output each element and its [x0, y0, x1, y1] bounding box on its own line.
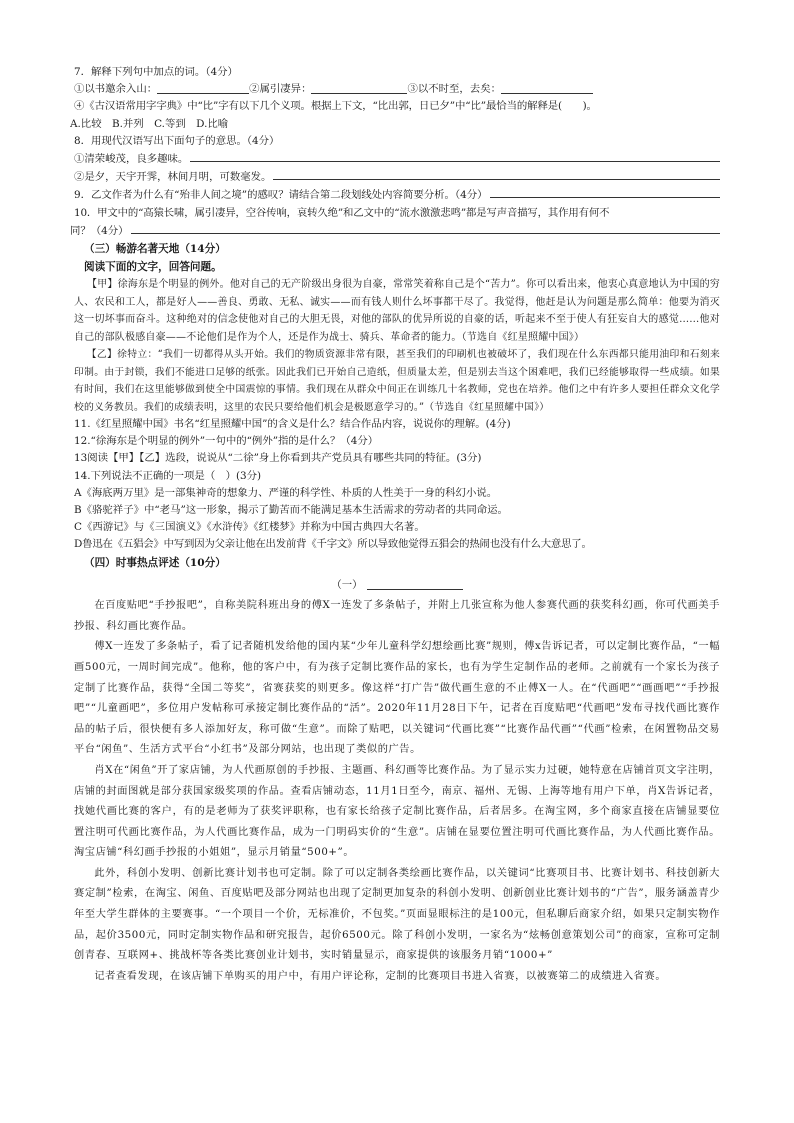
q14-option-a: A《海底两万里》是一部集神奇的想象力、严谨的科学性、朴质的人性美于一身的科幻小说。 — [74, 486, 498, 499]
article-subtitle: （一） — [331, 579, 363, 592]
answer-line[interactable] — [490, 186, 721, 198]
q8-item2-row — [74, 168, 720, 186]
q14-option-c: C《西游记》与《三国演义》《水浒传》《红楼梦》并称为中国古典四大名著。 — [74, 521, 425, 534]
answer-blank[interactable] — [157, 82, 249, 94]
q7-options: A.比较 B.并列 C.等到 D.比喻 — [70, 117, 229, 130]
q11: 11.《红星照耀中国》书名“红星照耀中国”的含义是什么？结合作品内容，说说你的理解。(4分) — [74, 418, 511, 431]
article-subtitle-row — [74, 576, 720, 594]
q7-blanks-row — [74, 81, 720, 98]
q7-title: 7．解释下列句中加点的词。（4分） — [74, 66, 238, 78]
q14: 14.下列说法不正确的一项是（ ）(3分) — [74, 469, 262, 482]
q14-option-b: B《骆驼祥子》中“老马”这一形象，揭示了勤苦而不能满足基本生活需求的劳动者的共同命运。 — [74, 504, 508, 517]
q9-row — [74, 186, 720, 204]
answer-line[interactable] — [131, 222, 720, 234]
article-paragraph: 傅X一连发了多条帖子，看了记者随机发给他的国内某“少年儿童科学幻想绘画比赛”规则，傅x告诉记者，可以定制比赛作品，“一幅画500元，一周时间完成”。他称，他的客户中，有为孩子定制比赛作品的家长，也有为学生定制作品的老师。之前就有一个家长为孩子定制了比赛作品，获得“全国二等奖”，省赛获奖的则更多。像这样“打广告”做代画生意的不止傅X一人。在“代画吧”“画画吧”“手抄报吧”“儿童画吧”，多位用户发帖称可承接定制比赛作品的“活”。2020年11月28日下午，记者在百度贴吧“代画吧”发布寻找代画比赛作品的帖子后，很快便有多人添加好友，称可做“生意”。而除了贴吧，以关键词“代画比赛”“比赛作品代画”“代画”检索，在闲置物品交易平台“闲鱼”、生活方式平台“小红书”及部分网站，也出现了类似的广告。 — [74, 641, 720, 756]
exam-page — [70, 64, 720, 987]
answer-blank[interactable] — [501, 82, 593, 94]
q7-item3: ③以不时至，去矣： — [407, 83, 501, 96]
answer-blank[interactable] — [311, 82, 407, 94]
q8-title: 8．用现代汉语写出下面句子的意思。（4分） — [74, 134, 280, 147]
q14-option-d: D鲁迅在《五猖会》中写到因为父亲让他在出发前背《千字文》所以导致他觉得五猖会的热闹也没有什么大意思了。 — [74, 538, 592, 551]
q7-item1: ①以书邀余入山： — [74, 83, 158, 96]
q8-item2: ②是夕，天宇开霁，林间月明，可数毫发。 — [74, 171, 272, 184]
article-paragraph: 此外，科创小发明、创新比赛计划书也可定制。除了可以定制各类绘画比赛作品，以关键词“比赛项目书、比赛计划书、科技创新大赛定制”检索，在淘宝、闲鱼、百度贴吧及部分网站也出现了定制更加复杂的科创小发明、创新创业比赛计划书的“广告”，服务涵盖青少年至大学生群体的主要赛事。“一个项目一个价，无标准价，不包奖。”页面显眼标注的是100元，但私聊后商家介绍，如果只定制实物作品，起价3500元，同时定制实物作品和研究报告，起价6500元。除了科创小发明，一家名为“炫畅创意策划公司”的商家，宣称可定制创青春、互联网+、挑战杯等各类比赛创业计划书，实时销量显示，商家提供的该服务月销“1000+” — [74, 867, 720, 962]
q12: 12.“徐海东是个明显的例外”一句中的“例外”指的是什么？（4分） — [74, 435, 379, 448]
q8-item1: ①清荣峻茂，良多趣味。 — [74, 153, 189, 166]
q10-row — [70, 222, 720, 240]
title-blank[interactable] — [367, 578, 463, 590]
article-paragraph: 在百度贴吧“手抄报吧”，自称美院科班出身的傅X一连发了多条帖子，并附上几张宣称为他人参赛代画的获奖科幻画，你可代画美手抄报、科幻画比赛作品。 — [74, 600, 720, 632]
section3-heading: （三）畅游名著天地（14分） — [84, 243, 226, 256]
q7-item4: ④《古汉语常用字字典》中“比”字有以下几个义项。根据上下文，“比出郭，日已夕”中“比”最恰当的解释是( )。 — [74, 100, 597, 113]
passage-a: 【甲】徐海东是个明显的例外。他对自己的无产阶级出身很为自豪，常常笑着称自己是个“苦力”。你可以看出来，他衷心真意地认为中国的穷人、农民和工人，都是好人——善良、勇敢、无私、诚实——而有钱人则什么坏事都干尽了。我觉得，他赶是认为问题是那么简单：他要为消灭这一切坏事而奋斗。这种绝对的信念使他对自己的大胆无畏，对他的部队的优异所说的自豪的话，听起来不至于使人有狂妄自大的感觉……他对自己的部队极感自豪——不论他们是作为个人，还是作为战士、骑兵、革命者的能力。（节选自《红星照耀中国》） — [74, 279, 720, 343]
q10-line2: 同？（4分） — [70, 224, 129, 237]
section4-heading: （四）时事热点评述（10分） — [84, 556, 226, 569]
q13: 13阅读【甲】【乙】选段，说说从“二徐”身上你看到共产党员具有哪些共同的特征。(3分) — [74, 452, 482, 465]
article-paragraph: 记者查看发现，在该店铺下单购买的用户中，有用户评论称，定制的比赛项目书进入省赛，以被赛第二的成绩进入省赛。 — [94, 970, 667, 982]
answer-line[interactable] — [190, 150, 720, 162]
article-paragraph: 肖X在“闲鱼”开了家店铺，为人代画原创的手抄报、主题画、科幻画等比赛作品。为了显示实力过硬，她特意在店铺首页文字注明，店铺的封面图就是部分获国家级奖项的作品。查看店铺动态，11月1日至今，南京、福州、无锡、上海等地有用户下单，肖X告诉记者，找她代画比赛的客户，有的是老师为了获奖评职称，也有家长给孩子定制比赛作品，后者居多。在淘宝网，多个商家直接在店铺显要位置注明可代画比赛作品，为人代画比赛作品，成为一门明码实价的“生意”。店铺在显要位置注明可代画比赛作品，为人代画比赛作品。淘宝店铺“科幻画手抄报的小姐姐”，显示月销量“500+”。 — [74, 764, 720, 859]
q8-item1-row — [74, 150, 720, 168]
q10-line1: 10．甲文中的“高猿长啸，属引凄异，空谷传响，哀转久绝”和乙文中的“流水激激悲鸣”都是写声音描写，其作用有何不 — [74, 206, 610, 219]
passage-b: 【乙】徐特立：“我们一切都得从头开始。我们的物质资源非常有限，甚至我们的印刷机也被破坏了，我们现在什么东西都只能用油印和石刻来印制。由于封锁，我们不能进口足够的纸张。因此我们已开始自己造纸，但质量太差，但是别去当这个困难吧，我们已经能够取得一些成绩。如果有时间，我们在这里能够做到使全中国震惊的事情。我们现在从群众中间正在训练几十名教师，党也在培养。他们之中有许多人要担任群众文化学校的义务教员。我们的成绩表明，这里的农民只要给他们机会是极愿意学习的。”（节选自《红星照耀中国》） — [74, 349, 720, 413]
q7-item2: ②属引凄异： — [249, 83, 312, 96]
section3-lead: 阅读下面的文字，回答问题。 — [84, 260, 222, 273]
answer-line[interactable] — [273, 168, 720, 180]
q9-text: 9．乙文作者为什么有“殆非人间之境”的感叹？请结合第二段划线处内容简要分析。（4分） — [74, 189, 488, 202]
